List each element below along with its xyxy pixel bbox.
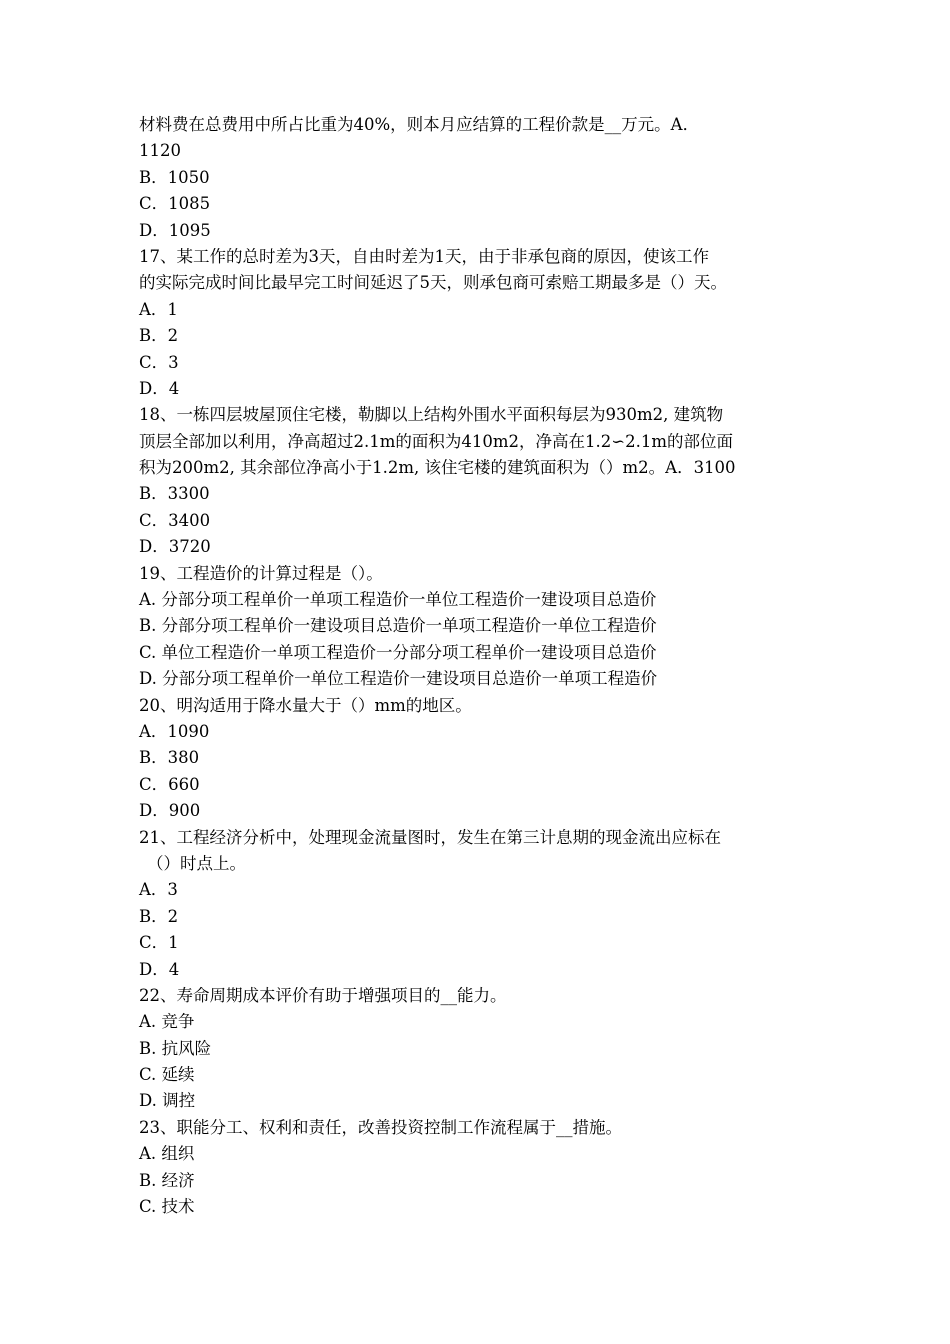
text-line: （）时点上。 bbox=[147, 853, 246, 873]
text-line: C．660 bbox=[139, 774, 200, 794]
text-line: 20、明沟适用于降水量大于（）mm的地区。 bbox=[139, 695, 472, 715]
text-line: D．1095 bbox=[139, 220, 211, 240]
text-line: 23、职能分工、权利和责任，改善投资控制工作流程属于__措施。 bbox=[139, 1117, 622, 1137]
text-line: 22、寿命周期成本评价有助于增强项目的__能力。 bbox=[139, 985, 507, 1005]
text-line: B．1050 bbox=[139, 167, 210, 187]
text-line: C．1085 bbox=[139, 194, 211, 214]
text-line: A. 分部分项工程单价一单项工程造价一单位工程造价一建设项目总造价 bbox=[139, 590, 657, 610]
text-line: 顶层全部加以利用，净高超过2.1m的面积为410m2，净高在1.2∽2.1m的部位面 bbox=[139, 431, 733, 451]
text-line: D．900 bbox=[139, 801, 201, 821]
text-line: A．1 bbox=[139, 299, 178, 319]
text-line: 17、某工作的总时差为3天，自由时差为1天，由于非承包商的原因，使该工作 bbox=[139, 246, 709, 266]
text-line: C．1 bbox=[139, 933, 179, 953]
text-line: 18、一栋四层坡屋顶住宅楼，勒脚以上结构外围水平面积每层为930m2, 建筑物 bbox=[139, 405, 724, 425]
document-body bbox=[139, 112, 829, 1220]
text-line: D. 分部分项工程单价一单位工程造价一建设项目总造价一单项工程造价 bbox=[139, 669, 658, 689]
text-line: C. 延续 bbox=[139, 1065, 195, 1085]
text-line: 材料费在总费用中所占比重为40%，则本月应结算的工程价款是__万元。A． bbox=[139, 115, 700, 134]
text-line: A．1090 bbox=[139, 721, 210, 741]
text-line: 1120 bbox=[139, 141, 181, 161]
text-line: B. 抗风险 bbox=[139, 1038, 212, 1058]
text-line: D. 调控 bbox=[139, 1091, 196, 1111]
text-line: B．3300 bbox=[139, 484, 210, 504]
text-line: A. 竞争 bbox=[139, 1012, 195, 1032]
text-line: 19、工程造价的计算过程是（）。 bbox=[139, 563, 383, 583]
text-line: A．3 bbox=[139, 880, 178, 900]
text-line: B．2 bbox=[139, 326, 179, 346]
text-line: 积为200m2, 其余部位净高小于1.2m, 该住宅楼的建筑面积为（）m2。A．3100 bbox=[139, 458, 736, 478]
text-line: A. 组织 bbox=[139, 1144, 195, 1164]
text-line: 21、工程经济分析中，处理现金流量图时，发生在第三计息期的现金流出应标在 bbox=[139, 827, 721, 847]
text-line: D．3720 bbox=[139, 537, 211, 557]
text-line: B. 分部分项工程单价一建设项目总造价一单项工程造价一单位工程造价 bbox=[139, 616, 657, 636]
text-line: 的实际完成时间比最早完工时间延迟了5天，则承包商可索赔工期最多是（）天。 bbox=[139, 273, 727, 293]
text-line: C. 单位工程造价一单项工程造价一分部分项工程单价一建设项目总造价 bbox=[139, 642, 657, 662]
text-line: D．4 bbox=[139, 959, 180, 979]
text-line: B. 经济 bbox=[139, 1170, 195, 1190]
text-line: D．4 bbox=[139, 378, 180, 398]
text-line: C．3 bbox=[139, 352, 179, 372]
text-line: C．3400 bbox=[139, 510, 211, 530]
text-line: B．2 bbox=[139, 906, 179, 926]
text-line: B．380 bbox=[139, 748, 200, 768]
text-line: C. 技术 bbox=[139, 1197, 195, 1217]
